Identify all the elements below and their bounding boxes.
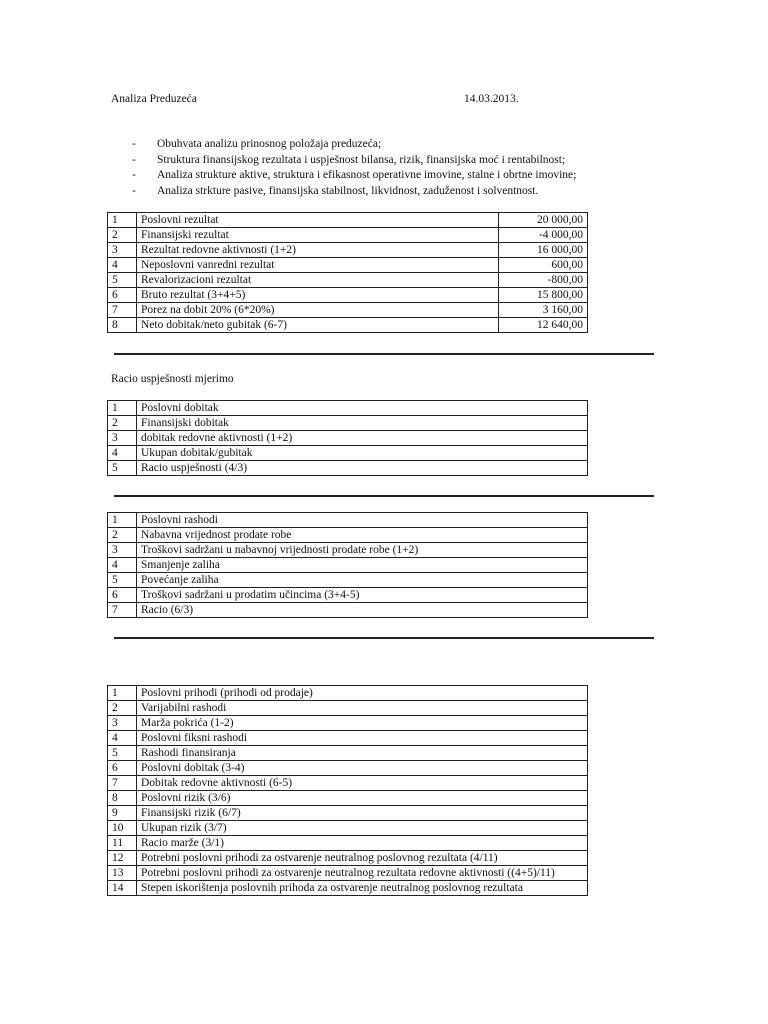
table-row bbox=[108, 318, 588, 333]
row-number: 1 bbox=[108, 213, 137, 228]
row-label: Potrebni poslovni prihodi za ostvarenje neutralnog poslovnog rezultata (4/11) bbox=[137, 851, 588, 866]
row-number: 4 bbox=[108, 446, 137, 461]
row-number: 1 bbox=[108, 401, 137, 416]
bullet-item: - Analiza strukture aktive, struktura i efikasnost operativne imovine, stalne i obrtne imovine; bbox=[132, 168, 576, 184]
row-label: Poslovni rashodi bbox=[137, 513, 588, 528]
row-number: 11 bbox=[108, 836, 137, 851]
table-row bbox=[108, 588, 588, 603]
row-number: 8 bbox=[108, 791, 137, 806]
row-value: 3 160,00 bbox=[499, 303, 588, 318]
table-row bbox=[108, 446, 588, 461]
row-label: Dobitak redovne aktivnosti (6-5) bbox=[137, 776, 588, 791]
row-number: 2 bbox=[108, 701, 137, 716]
row-label: Poslovni prihodi (prihodi od prodaje) bbox=[137, 686, 588, 701]
row-number: 12 bbox=[108, 851, 137, 866]
row-number: 2 bbox=[108, 416, 137, 431]
row-label: Stepen iskorištenja poslovnih prihoda za ostvarenje neutralnog poslovnog rezultata bbox=[137, 881, 588, 896]
row-label: Revalorizacioni rezultat bbox=[137, 273, 499, 288]
table-row bbox=[108, 761, 588, 776]
row-value: -800,00 bbox=[499, 273, 588, 288]
table-row bbox=[108, 528, 588, 543]
table-row bbox=[108, 701, 588, 716]
table-row bbox=[108, 243, 588, 258]
row-number: 4 bbox=[108, 731, 137, 746]
row-label: Poslovni dobitak (3-4) bbox=[137, 761, 588, 776]
table-row bbox=[108, 731, 588, 746]
row-label: Varijabilni rashodi bbox=[137, 701, 588, 716]
table-row bbox=[108, 228, 588, 243]
table-row bbox=[108, 603, 588, 618]
section-divider bbox=[114, 353, 654, 355]
table-row bbox=[108, 258, 588, 273]
row-number: 7 bbox=[108, 776, 137, 791]
row-number: 10 bbox=[108, 821, 137, 836]
row-number: 3 bbox=[108, 716, 137, 731]
row-value: 15 800,00 bbox=[499, 288, 588, 303]
row-number: 6 bbox=[108, 288, 137, 303]
row-label: Bruto rezultat (3+4+5) bbox=[137, 288, 499, 303]
table-row bbox=[108, 806, 588, 821]
row-number: 5 bbox=[108, 461, 137, 476]
table-row bbox=[108, 431, 588, 446]
row-number: 6 bbox=[108, 588, 137, 603]
row-label: Finansijski rezultat bbox=[137, 228, 499, 243]
cost-table bbox=[107, 512, 588, 618]
row-label: Smanjenje zaliha bbox=[137, 558, 588, 573]
row-number: 8 bbox=[108, 318, 137, 333]
table-row bbox=[108, 213, 588, 228]
row-number: 1 bbox=[108, 686, 137, 701]
table-row bbox=[108, 851, 588, 866]
row-value: -4 000,00 bbox=[499, 228, 588, 243]
row-number: 1 bbox=[108, 513, 137, 528]
table-row bbox=[108, 716, 588, 731]
section-divider bbox=[114, 637, 654, 639]
row-number: 14 bbox=[108, 881, 137, 896]
row-number: 4 bbox=[108, 558, 137, 573]
row-label: Troškovi sadržani u nabavnoj vrijednosti prodate robe (1+2) bbox=[137, 543, 588, 558]
row-label: Poslovni rezultat bbox=[137, 213, 499, 228]
risk-table bbox=[107, 685, 588, 896]
table-row bbox=[108, 401, 588, 416]
table-row bbox=[108, 543, 588, 558]
table-row bbox=[108, 821, 588, 836]
row-label: Povećanje zaliha bbox=[137, 573, 588, 588]
table-row bbox=[108, 288, 588, 303]
row-number: 3 bbox=[108, 431, 137, 446]
table-row bbox=[108, 558, 588, 573]
table-row bbox=[108, 866, 588, 881]
document-title: Analiza Preduzeća bbox=[111, 93, 197, 105]
table-row bbox=[108, 573, 588, 588]
profitability-table bbox=[107, 400, 588, 476]
row-label: Neposlovni vanredni rezultat bbox=[137, 258, 499, 273]
row-label: Marža pokrića (1-2) bbox=[137, 716, 588, 731]
row-number: 9 bbox=[108, 806, 137, 821]
row-value: 600,00 bbox=[499, 258, 588, 273]
section-divider bbox=[114, 495, 654, 497]
table-row bbox=[108, 686, 588, 701]
table-row bbox=[108, 303, 588, 318]
row-number: 2 bbox=[108, 228, 137, 243]
row-label: Racio (6/3) bbox=[137, 603, 588, 618]
table-row bbox=[108, 416, 588, 431]
row-value: 16 000,00 bbox=[499, 243, 588, 258]
table-row bbox=[108, 881, 588, 896]
row-label: Ukupan rizik (3/7) bbox=[137, 821, 588, 836]
row-number: 7 bbox=[108, 603, 137, 618]
row-label: Finansijski dobitak bbox=[137, 416, 588, 431]
table-row bbox=[108, 513, 588, 528]
result-table bbox=[107, 212, 588, 333]
row-label: Poslovni fiksni rashodi bbox=[137, 731, 588, 746]
row-number: 3 bbox=[108, 543, 137, 558]
table-row bbox=[108, 461, 588, 476]
row-number: 5 bbox=[108, 273, 137, 288]
row-label: Poslovni dobitak bbox=[137, 401, 588, 416]
bullet-item: - Analiza strkture pasive, finansijska stabilnost, likvidnost, zaduženost i solventnost. bbox=[132, 184, 576, 200]
row-label: Poslovni rizik (3/6) bbox=[137, 791, 588, 806]
row-number: 5 bbox=[108, 573, 137, 588]
document-header bbox=[111, 93, 708, 109]
row-value: 20 000,00 bbox=[499, 213, 588, 228]
row-number: 4 bbox=[108, 258, 137, 273]
row-label: Racio marže (3/1) bbox=[137, 836, 588, 851]
bullet-list bbox=[132, 137, 576, 199]
document-date: 14.03.2013. bbox=[464, 93, 519, 105]
row-number: 5 bbox=[108, 746, 137, 761]
table-row bbox=[108, 791, 588, 806]
table-row bbox=[108, 836, 588, 851]
row-label: Porez na dobit 20% (6*20%) bbox=[137, 303, 499, 318]
row-label: Neto dobitak/neto gubitak (6-7) bbox=[137, 318, 499, 333]
row-value: 12 640,00 bbox=[499, 318, 588, 333]
row-label: dobitak redovne aktivnosti (1+2) bbox=[137, 431, 588, 446]
row-label: Nabavna vrijednost prodate robe bbox=[137, 528, 588, 543]
row-number: 2 bbox=[108, 528, 137, 543]
row-label: Finansijski rizik (6/7) bbox=[137, 806, 588, 821]
row-label: Potrebni poslovni prihodi za ostvarenje neutralnog rezultata redovne aktivnosti ((4+5)/11) bbox=[137, 866, 588, 881]
row-label: Rashodi finansiranja bbox=[137, 746, 588, 761]
row-label: Troškovi sadržani u prodatim učincima (3+4-5) bbox=[137, 588, 588, 603]
row-number: 13 bbox=[108, 866, 137, 881]
row-label: Rezultat redovne aktivnosti (1+2) bbox=[137, 243, 499, 258]
section-label: Racio uspješnosti mjerimo bbox=[111, 373, 234, 385]
bullet-item: - Struktura finansijskog rezultata i uspješnost bilansa, rizik, finansijska moć i rentabilnost; bbox=[132, 153, 576, 169]
row-number: 3 bbox=[108, 243, 137, 258]
table-row bbox=[108, 776, 588, 791]
row-label: Ukupan dobitak/gubitak bbox=[137, 446, 588, 461]
row-number: 7 bbox=[108, 303, 137, 318]
row-number: 6 bbox=[108, 761, 137, 776]
row-label: Racio uspješnosti (4/3) bbox=[137, 461, 588, 476]
bullet-item: - Obuhvata analizu prinosnog položaja preduzeća; bbox=[132, 137, 576, 153]
table-row bbox=[108, 746, 588, 761]
table-row bbox=[108, 273, 588, 288]
